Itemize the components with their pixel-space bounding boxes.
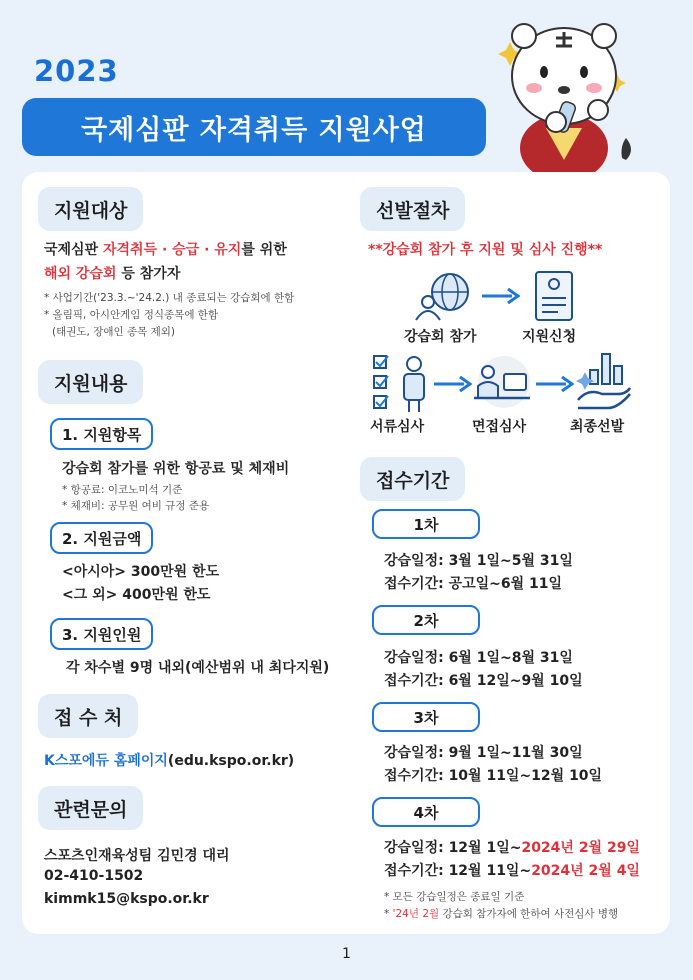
process-step-interview: 면접심사 — [472, 419, 527, 435]
support-item-note-1: * 항공료: 이코노미석 기준 — [62, 484, 183, 496]
support-item-note-2: * 체재비: 공무원 여비 규정 준용 — [62, 500, 210, 512]
inquiry-email[interactable]: kimmk15@kspo.or.kr — [44, 891, 209, 907]
round-3-receipt: 접수기간: 10월 11일~12월 10일 — [384, 768, 603, 784]
process-step-document-review: 서류심사 — [370, 419, 425, 435]
tiger-mascot-illustration — [486, 10, 636, 180]
period-note-2c: 강습회 참가자에 한하여 사전심사 병행 — [439, 908, 619, 920]
support-item-label: 1. 지원항목 — [50, 418, 153, 450]
target-line-1 — [44, 239, 287, 259]
period-note-2b: '24년 2월 — [392, 908, 440, 920]
round-4-receipt-start: 접수기간: 12월 11일~ — [384, 863, 532, 879]
arrow-right-icon-3 — [534, 374, 574, 394]
target-line-2 — [44, 263, 180, 283]
year-label: 2023 — [34, 54, 119, 88]
process-step-attend: 강습회 참가 — [404, 329, 477, 345]
process-step-final: 최종선발 — [570, 419, 625, 435]
round-4-receipt — [384, 860, 640, 880]
inquiry-phone: 02-410-1502 — [44, 868, 144, 884]
support-amount-asia: <아시아> 300만원 한도 — [62, 564, 220, 580]
period-note-2 — [384, 906, 618, 921]
globe-person-icon — [414, 270, 474, 322]
support-amount-others: <그 외> 400만원 한도 — [62, 587, 211, 603]
round-4-receipt-end: 2024년 2월 4일 — [531, 863, 640, 879]
reception-homepage-link[interactable]: K스포에듀 홈페이지 — [44, 753, 168, 769]
round-3-label: 3차 — [372, 702, 480, 732]
round-4-lecture — [384, 837, 640, 857]
round-1-lecture: 강습일정: 3월 1일~5월 31일 — [384, 553, 573, 569]
arrow-right-icon — [480, 286, 520, 306]
period-note-2a: * — [384, 908, 393, 920]
target-line-2b: 등 참가자 — [116, 266, 181, 282]
round-1-label: 1차 — [372, 509, 480, 539]
target-line-1a: 국제심판 — [44, 242, 103, 258]
reception-line — [44, 750, 294, 770]
round-4-lecture-start: 강습일정: 12월 1일~ — [384, 840, 522, 856]
target-line-1b: 자격취득 · 승급 · 유지 — [102, 242, 242, 258]
final-selection-hand-chart-icon — [574, 350, 634, 412]
support-amount-label: 2. 지원금액 — [50, 522, 153, 554]
section-heading-selection: 선발절차 — [360, 187, 465, 231]
support-item-text: 강습회 참가를 위한 항공료 및 체재비 — [62, 461, 290, 477]
checklist-person-icon — [372, 352, 432, 414]
target-note-1: * 사업기간('23.3.~'24.2.) 내 종료되는 강습회에 한함 — [44, 292, 295, 304]
round-3-lecture: 강습일정: 9월 1일~11월 30일 — [384, 745, 583, 761]
section-heading-inquiry: 관련문의 — [38, 786, 143, 830]
target-note-3: (태권도, 장애인 종목 제외) — [52, 326, 175, 338]
section-heading-reception: 접 수 처 — [38, 694, 138, 738]
arrow-right-icon-2 — [432, 374, 472, 394]
process-step-apply: 지원신청 — [522, 329, 577, 345]
target-line-2a: 해외 강습회 — [44, 266, 117, 282]
round-1-receipt: 접수기간: 공고일~6월 11일 — [384, 576, 563, 592]
round-2-lecture: 강습일정: 6월 1일~8월 31일 — [384, 650, 573, 666]
selection-notice: **강습회 참가 후 지원 및 심사 진행** — [368, 242, 603, 258]
period-note-1: * 모든 강습일정은 종료일 기준 — [384, 891, 525, 903]
section-heading-target: 지원대상 — [38, 187, 143, 231]
inquiry-person: 스포츠인재육성팀 김민경 대리 — [44, 848, 230, 864]
application-document-icon — [530, 270, 580, 324]
support-count-label: 3. 지원인원 — [50, 618, 153, 650]
support-count-text: 각 차수별 9명 내외(예산범위 내 최다지원) — [66, 660, 330, 676]
round-2-label: 2차 — [372, 605, 480, 635]
section-heading-period: 접수기간 — [360, 457, 465, 501]
target-line-1c: 를 위한 — [241, 242, 287, 258]
reception-url[interactable]: (edu.kspo.or.kr) — [167, 753, 295, 769]
page-number: 1 — [342, 946, 351, 962]
section-heading-content: 지원내용 — [38, 360, 143, 404]
round-4-label: 4차 — [372, 797, 480, 827]
round-2-receipt: 접수기간: 6월 12일~9월 10일 — [384, 673, 583, 689]
page-title-banner: 국제심판 자격취득 지원사업 — [22, 98, 486, 156]
round-4-lecture-end: 2024년 2월 29일 — [521, 840, 640, 856]
target-note-2: * 올림픽, 아시안게임 정식종목에 한함 — [44, 309, 219, 321]
interview-desk-icon — [470, 352, 534, 412]
